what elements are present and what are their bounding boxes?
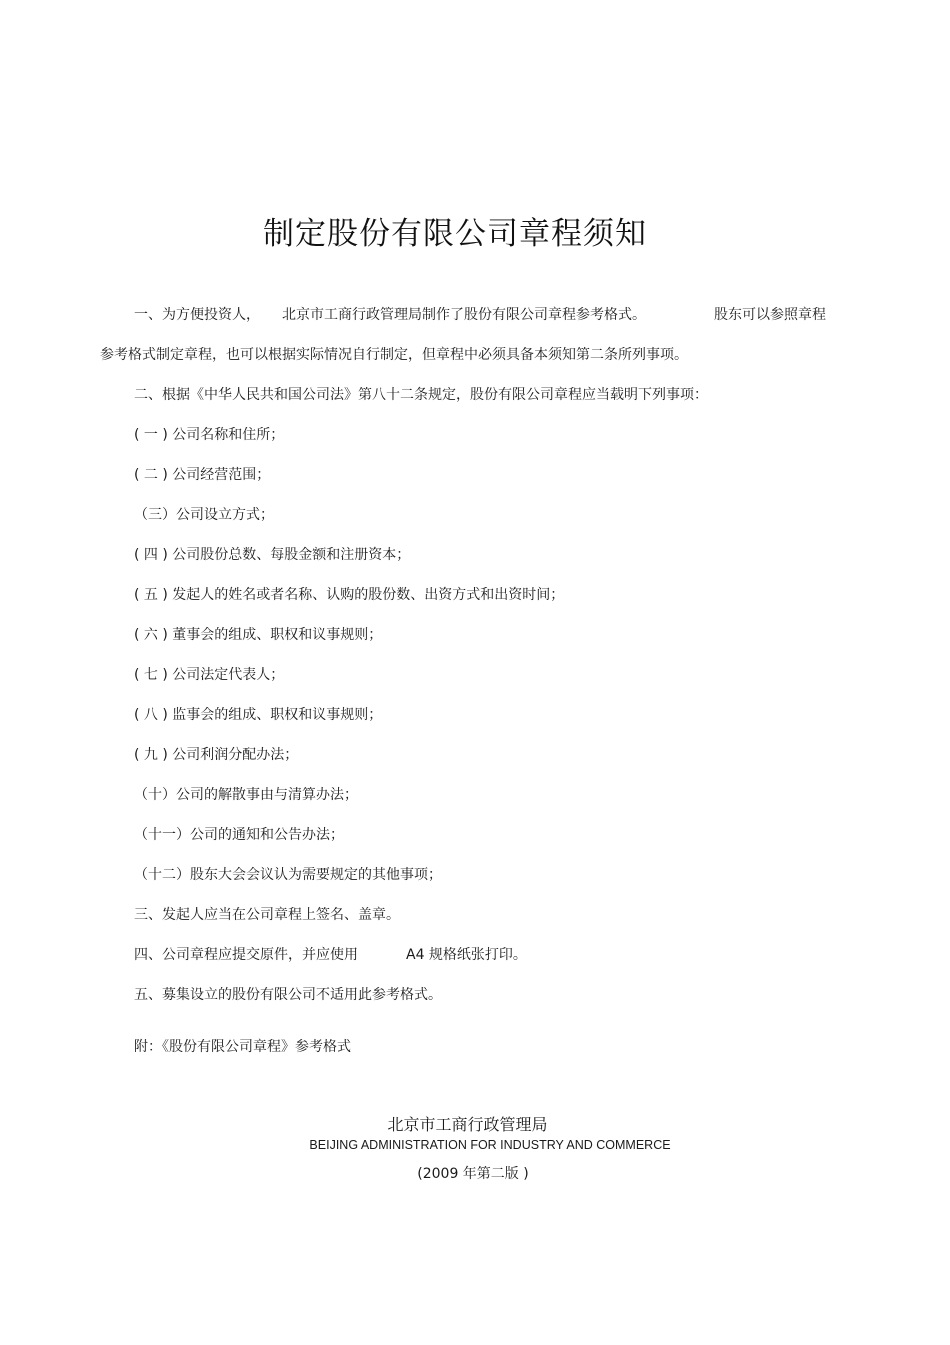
list-item: ( 八 ) 监事会的组成、职权和议事规则； (134, 707, 383, 723)
list-item: ( 七 ) 公司法定代表人； (134, 667, 285, 683)
attachment-note: 附：《股份有限公司章程》参考格式 (134, 1039, 351, 1055)
list-item: ( 四 ) 公司股份总数、每股金额和注册资本； (134, 547, 411, 563)
edition-note: (2009 年第二版 ) (417, 1166, 529, 1182)
list-item: （三）公司设立方式； (134, 507, 274, 523)
list-item: ( 五 ) 发起人的姓名或者名称、认购的股份数、出资方式和出资时间； (134, 587, 565, 603)
paragraph-2: 二、根据《中华人民共和国公司法》第八十二条规定，股份有限公司章程应当载明下列事项： (134, 387, 708, 403)
issuer-name-english: BEIJING ADMINISTRATION FOR INDUSTRY AND COMMERCE (309, 1138, 671, 1152)
list-item: ( 九 ) 公司利润分配办法； (134, 747, 299, 763)
paragraph-1-segment-1: 一、为方便投资人， (134, 307, 260, 323)
issuer-name-chinese: 北京市工商行政管理局 (387, 1115, 548, 1134)
paragraph-3: 三、发起人应当在公司章程上签名、盖章。 (134, 907, 400, 923)
paragraph-1-segment-3: 股东可以参照章程 (714, 307, 826, 323)
list-item: ( 一 ) 公司名称和住所； (134, 427, 285, 443)
paragraph-4-segment-2: A4 规格纸张打印。 (406, 947, 527, 963)
page-title: 制定股份有限公司章程须知 (263, 216, 647, 252)
paragraph-1-segment-2: 北京市工商行政管理局制作了股份有限公司章程参考格式。 (282, 307, 646, 323)
paragraph-4-segment-1: 四、公司章程应提交原件，并应使用 (134, 947, 358, 963)
list-item: （十一）公司的通知和公告办法； (134, 827, 344, 843)
paragraph-4 (134, 945, 527, 965)
paragraph-1-line-1 (134, 305, 826, 325)
paragraph-5: 五、募集设立的股份有限公司不适用此参考格式。 (134, 987, 442, 1003)
paragraph-1-line-2: 参考格式制定章程，也可以根据实际情况自行制定，但章程中必须具备本须知第二条所列事项。 (100, 347, 688, 363)
list-item: ( 二 ) 公司经营范围； (134, 467, 271, 483)
list-item: （十二）股东大会会议认为需要规定的其他事项； (134, 867, 442, 883)
list-item: ( 六 ) 董事会的组成、职权和议事规则； (134, 627, 383, 643)
list-item: （十）公司的解散事由与清算办法； (134, 787, 358, 803)
